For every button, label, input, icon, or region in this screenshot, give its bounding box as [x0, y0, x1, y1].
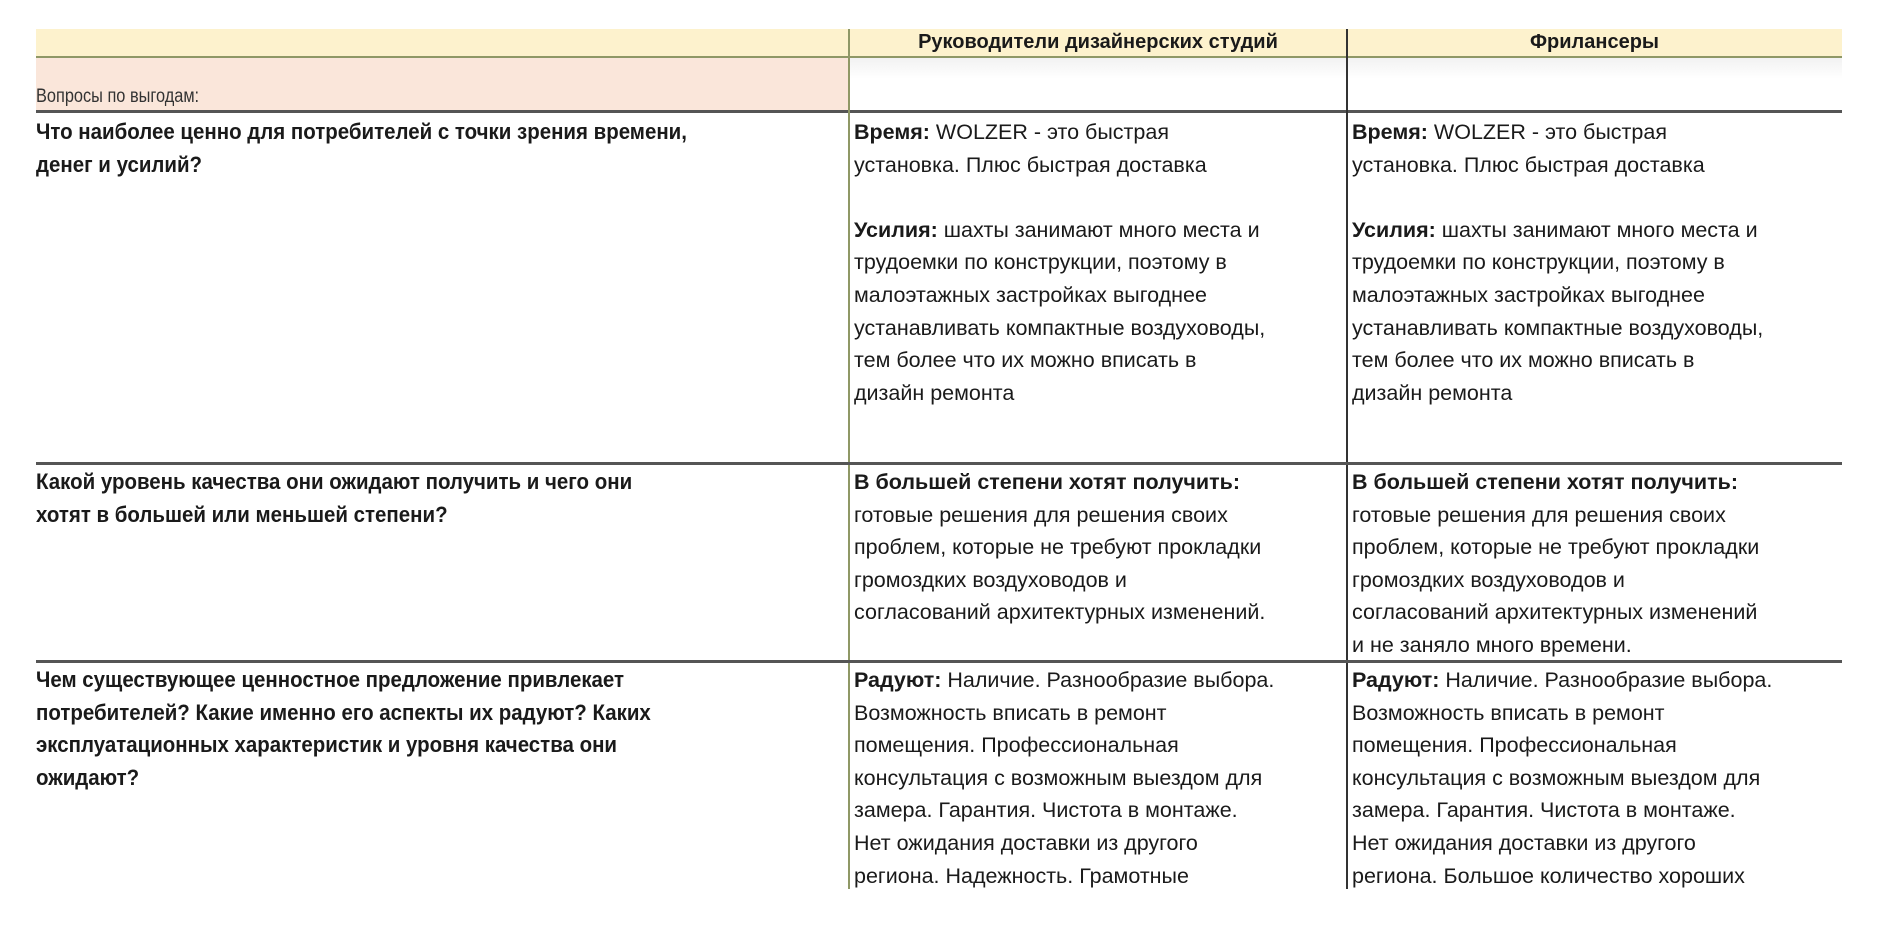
answer-cell-freelancers[interactable] — [1348, 466, 1842, 662]
section-cell[interactable] — [36, 58, 849, 113]
question-line: Чем существующее ценностное предложение привлекает — [36, 667, 625, 692]
answer-text: WOLZER - это быстрая — [929, 120, 1169, 144]
answer-cell-studios[interactable] — [850, 664, 1348, 889]
answer-cell-freelancers[interactable] — [1348, 116, 1842, 409]
question-line: денег и усилий? — [36, 151, 203, 177]
answer-label: Время: — [1352, 120, 1428, 144]
answer-text: громоздких воздуховодов и — [854, 567, 1127, 592]
answer-text: проблем, которые не требуют прокладки — [854, 535, 1262, 560]
answer-text: трудоемки по конструкции, поэтому в — [1352, 250, 1725, 275]
answer-text: тем более что их можно вписать в — [854, 348, 1197, 373]
answer-text: проблем, которые не требуют прокладки — [1352, 535, 1760, 560]
answer-text: тем более что их можно вписать в — [1352, 348, 1695, 373]
answer-cell-freelancers[interactable] — [1348, 664, 1842, 889]
question-line: хотят в большей или меньшей степени? — [36, 501, 448, 527]
answer-text: консультация с возможным выездом для — [854, 765, 1263, 790]
answer-label: В большей степени хотят получить: — [854, 470, 1241, 494]
answer-text: устанавливать компактные воздуховоды, — [854, 315, 1266, 340]
answer-text: громоздких воздуховодов и — [1352, 567, 1625, 592]
answer-text: согласований архитектурных изменений. — [854, 600, 1266, 625]
header-cell-freelancers[interactable]: Фрилансеры — [1347, 29, 1842, 58]
answer-text: консультация с возможным выездом для — [1352, 765, 1761, 790]
answer-text: Нет ожидания доставки из другого — [1352, 830, 1696, 855]
answer-text: и не заняло много времени. — [1352, 632, 1632, 657]
answer-label: Усилия: — [854, 217, 938, 242]
answer-text: дизайн ремонта — [854, 380, 1015, 405]
answer-label: Усилия: — [1352, 217, 1436, 242]
header-cell-questions[interactable] — [36, 29, 849, 58]
answer-text: Возможность вписать в ремонт — [854, 700, 1167, 725]
answer-text: готовые решения для решения своих — [854, 502, 1228, 527]
answer-text: готовые решения для решения своих — [1352, 502, 1726, 527]
question-line: Какой уровень качества они ожидают получить и чего они — [36, 469, 633, 494]
spreadsheet-table — [36, 29, 1842, 889]
section-label: Вопросы по выгодам: — [36, 86, 200, 107]
header-cell-studios[interactable]: Руководители дизайнерских студий — [849, 29, 1347, 58]
answer-text: малоэтажных застройках выгоднее — [1352, 282, 1705, 307]
answer-label: Радуют: — [1352, 668, 1440, 692]
answer-text: региона. Большое количество хороших — [1352, 863, 1745, 888]
answer-text: WOLZER - это быстрая — [1427, 120, 1667, 144]
question-line: ожидают? — [36, 764, 140, 790]
answer-text: Нет ожидания доставки из другого — [854, 830, 1198, 855]
answer-text: помещения. Профессиональная — [1352, 733, 1677, 758]
question-cell[interactable] — [36, 116, 789, 181]
answer-text: дизайн ремонта — [1352, 380, 1513, 405]
answer-text: согласований архитектурных изменений — [1352, 600, 1758, 625]
answer-cell-studios[interactable] — [850, 116, 1348, 409]
answer-text: малоэтажных застройках выгоднее — [854, 282, 1207, 307]
answer-text: установка. Плюс быстрая доставка — [854, 152, 1207, 177]
answer-text: Наличие. Разнообразие выбора. — [1439, 668, 1773, 692]
answer-text: замера. Гарантия. Чистота в монтаже. — [1352, 798, 1736, 823]
answer-text: Наличие. Разнообразие выбора. — [941, 668, 1275, 692]
answer-text: шахты занимают много места и — [937, 217, 1260, 242]
answer-label: Радуют: — [854, 668, 942, 692]
answer-text: Возможность вписать в ремонт — [1352, 700, 1665, 725]
answer-text: помещения. Профессиональная — [854, 733, 1179, 758]
answer-text: трудоемки по конструкции, поэтому в — [854, 250, 1227, 275]
question-cell[interactable] — [36, 466, 789, 531]
question-line: Что наиболее ценно для потребителей с точки зрения времени, — [36, 119, 687, 144]
answer-cell-studios[interactable] — [850, 466, 1348, 629]
answer-label: В большей степени хотят получить: — [1352, 470, 1739, 494]
answer-text: региона. Надежность. Грамотные — [854, 863, 1189, 888]
answer-text: установка. Плюс быстрая доставка — [1352, 152, 1705, 177]
answer-label: Время: — [854, 120, 930, 144]
answer-text: шахты занимают много места и — [1435, 217, 1758, 242]
question-line: потребителей? Какие именно его аспекты их радуют? Каких — [36, 699, 651, 725]
question-cell[interactable] — [36, 664, 789, 794]
question-line: эксплуатационных характеристик и уровня качества они — [36, 732, 618, 758]
answer-text: замера. Гарантия. Чистота в монтаже. — [854, 798, 1238, 823]
answer-text: устанавливать компактные воздуховоды, — [1352, 315, 1764, 340]
row-divider — [36, 462, 1842, 465]
